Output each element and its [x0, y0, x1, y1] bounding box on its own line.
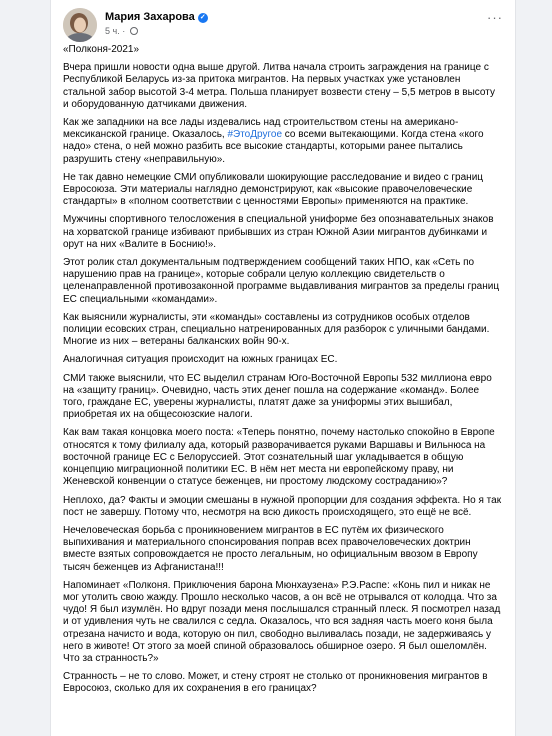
- post-paragraph: Мужчины спортивного телосложения в специальной униформе без опознавательных знаков на хорватской границе избивают прибывших из стран Южной Азии мигрантов дубинками и орут на них «Валите в Боснию!».: [63, 214, 494, 250]
- post-paragraph: Неплохо, да? Факты и эмоции смешаны в нужной пропорции для создания эффекта. Но я так пост не завершу. Потому что, несмотря на всю дикость происходящего, это ещё не всё.: [63, 494, 502, 518]
- post-paragraph: Аналогичная ситуация происходит на южных границах ЕС.: [63, 354, 338, 366]
- post-paragraphs: [63, 62, 503, 695]
- post-paragraph: Нечеловеческая борьба с проникновением мигрантов в ЕС путём их физического выпихивания и материального спонсирования поправ всех правочеловеческих доктрин вместе взятых сопровождается не просто легальным, но официальным ввозом в Европу тысяч беженцев из Афганистана!!!: [63, 524, 478, 573]
- post-paragraph: СМИ также выяснили, что ЕС выделил странам Юго-Восточной Европы 532 миллиона евро на «защиту границ». Очевидно, часть этих денег пошла на содержание «команд». Более того, граждане ЕС, уверены журналисты, платят даже за униформы этих вышибал, приобретая их на общесоюзские налоги.: [63, 372, 492, 421]
- post-title: «Полконя-2021»: [63, 44, 140, 55]
- post-card: [50, 0, 516, 736]
- post-time[interactable]: 5 ч.: [105, 26, 120, 36]
- post-paragraph: Не так давно немецкие СМИ опубликовали шокирующие расследование и видео с границ Евросоюза. Эти материалы наглядно демонстрируют, как «высокие правочеловеческие стандарты» в «полном соответствии с ценностями Европы» применяются на практике.: [63, 171, 484, 208]
- hashtag-link[interactable]: #ЭтоДругое: [227, 129, 283, 141]
- post-meta: 5 ч. ·: [105, 26, 138, 36]
- avatar[interactable]: [63, 8, 97, 42]
- verified-check-icon: ✓: [198, 13, 208, 23]
- post-paragraph: Странность – не то слово. Может, и стену строят не столько от проникновения мигрантов в Евросоюз, сколько для их сохранения в его границах?: [63, 671, 488, 695]
- post-paragraph: Вчера пришли новости одна выше другой. Литва начала строить заграждения на границе с Республикой Беларусь из-за притока мигрантов. На первых участках уже установлен стальной забор высотой 3-4 метра. Польша планирует возвести стену – 5,5 метров в высоту и оборудованную датчиками движения.: [63, 62, 495, 110]
- post-paragraph: Как же западники на все лады издевались над строительством стены на американо-мексиканской границе. Оказалось, #ЭтоДругое со всеми вытекающими. Когда стена «кого надо» стена, о ней можно разбить все высокие стандарты, которыми ранее пытались разрушить стену «неправильную».: [63, 117, 484, 165]
- globe-icon: [130, 27, 138, 35]
- more-options-button[interactable]: ···: [487, 10, 503, 25]
- post-paragraph: Как вам такая концовка моего поста: «Теперь понятно, почему настолько спокойно в Европе относятся к тому филиалу ада, который разворачивается руками Варшавы и Вильнюса на восточной границе ЕС с Белоруссией. Этот сознательный шаг укладывается в общую концепцию миграционной политики ЕС. В нём нет места ни европейскому праву, ни Женевской конвенции о статусе беженцев, ни простому людскому состраданию»?: [63, 427, 495, 488]
- post-body: [63, 44, 503, 702]
- author-name[interactable]: [105, 11, 208, 23]
- post-paragraph: Напоминает «Полконя. Приключения барона Мюнхаузена» Р.Э.Распе: «Конь пил и никак не мог утолить свою жажду. Прошло несколько часов, а он всё не отрывался от колодца. Что за чудо! Я был изумлён. Но вдруг позади меня послышался странный плеск. Я посмотрел назад и от удивления чуть не свалился с седла. Оказалось, что вся задняя часть моего коня была отрезана начисто и вода, которую он пил, свободно выливалась позади, не задерживаясь у него в животе! От этого за моей спиной образовалось обширное озеро. Я был ошеломлён. Что за странность?»: [63, 579, 501, 664]
- post-header: [51, 0, 515, 40]
- author-name-text[interactable]: Мария Захарова: [105, 11, 195, 23]
- post-paragraph: Как выяснили журналисты, эти «команды» составлены из сотрудников особых отделов полиции есовских стран, специально натренированных для разборок с уличными бандами. Многие из них – ветераны балканских войн 90-х.: [63, 311, 490, 348]
- post-paragraph: Этот ролик стал документальным подтверждением сообщений таких НПО, как «Сеть по нарушению прав на границе», которые собрали целую коллекцию свидетельств о целенаправленной противозаконной программе выдавливания мигрантов за пределы границ ЕС специальными «командами».: [63, 257, 500, 305]
- avatar-photo: [63, 8, 97, 42]
